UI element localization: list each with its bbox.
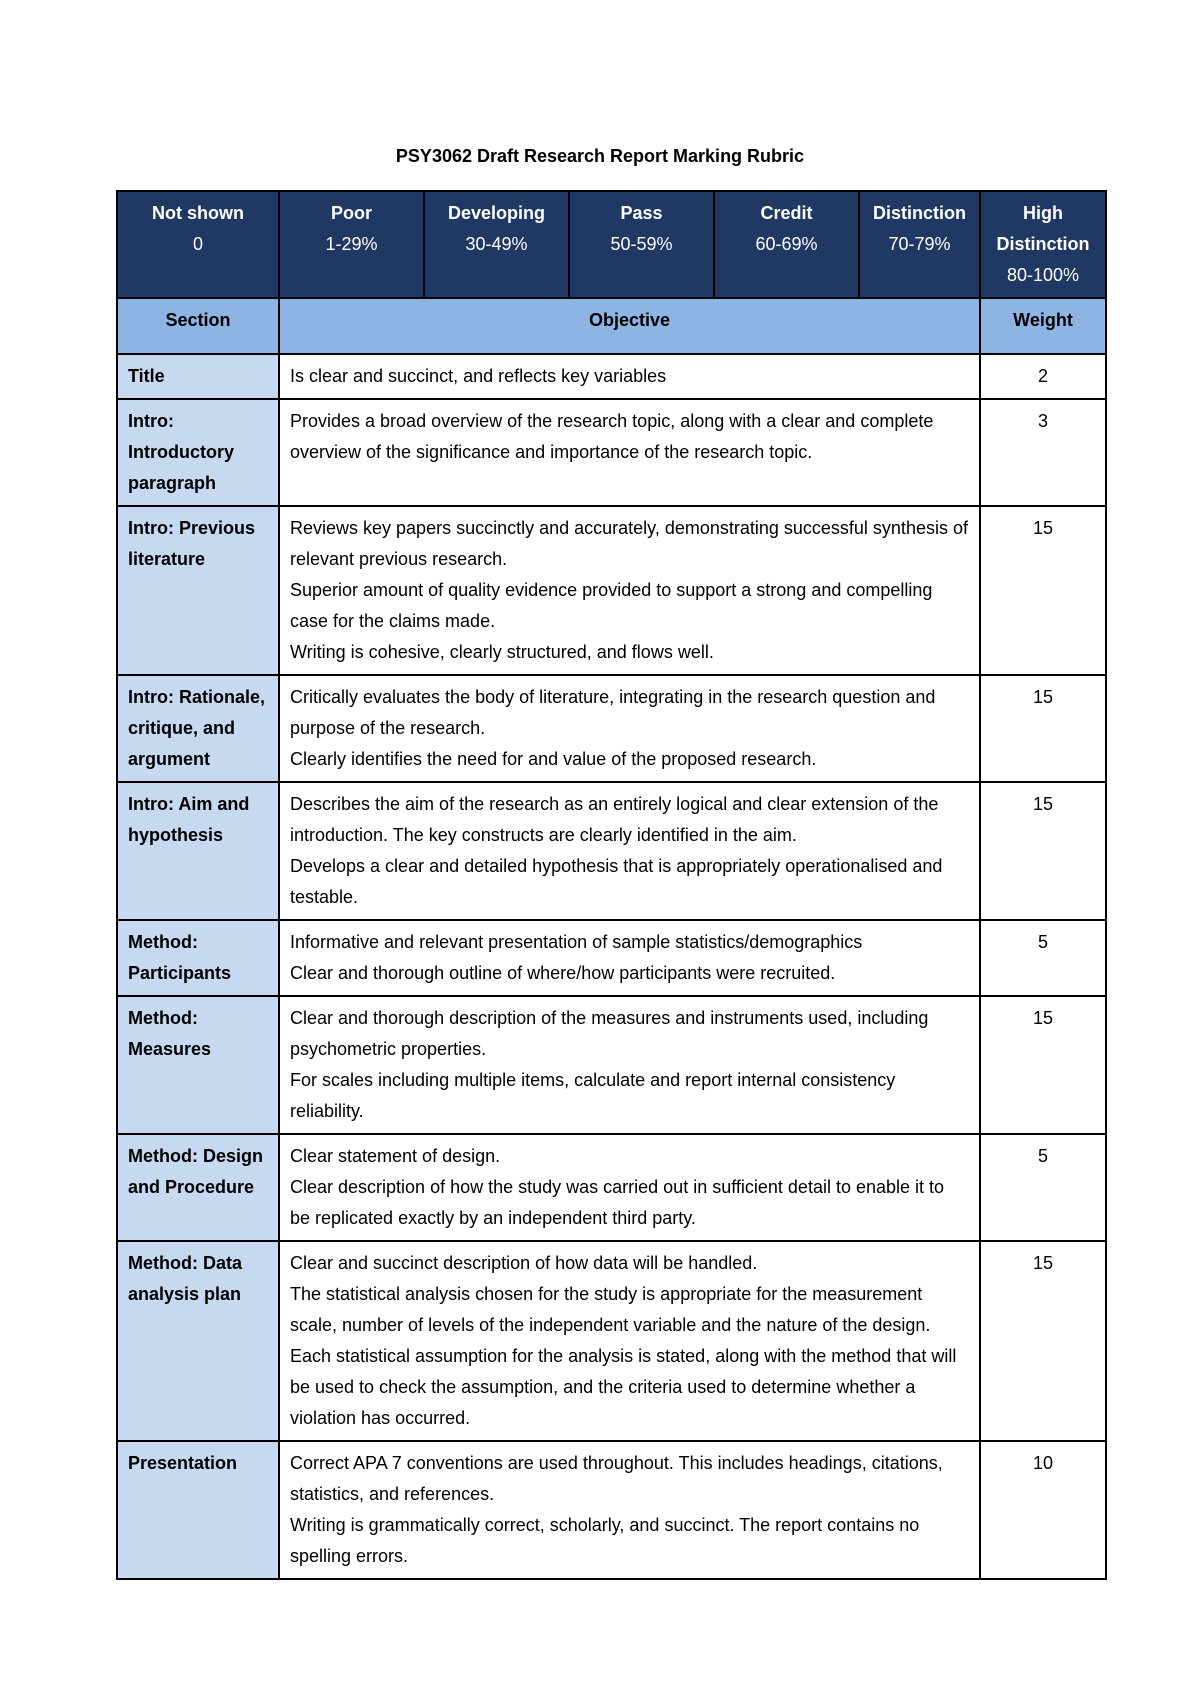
weight-header: Weight — [980, 298, 1106, 354]
objective-text: Critically evaluates the body of literature, integrating in the research question and purpose of the research. — [290, 687, 936, 738]
objective-cell — [279, 920, 980, 996]
grade-developing: Developing 30-49% — [424, 191, 569, 298]
objective-cell — [279, 354, 980, 399]
grade-not-shown: Not shown 0 — [117, 191, 279, 298]
weight-cell: 15 — [980, 675, 1106, 782]
weight-cell: 2 — [980, 354, 1106, 399]
weight-cell: 5 — [980, 920, 1106, 996]
objective-text: Clear and succinct description of how data will be handled. — [290, 1253, 758, 1273]
grade-distinction: Distinction 70-79% — [859, 191, 980, 298]
objective-cell — [279, 996, 980, 1134]
grade-band-row — [117, 191, 1106, 298]
rubric-row — [117, 399, 1106, 506]
rubric-row — [117, 506, 1106, 675]
column-header-row — [117, 298, 1106, 354]
rubric-row — [117, 354, 1106, 399]
objective-text: Informative and relevant presentation of sample statistics/demographics — [290, 932, 863, 952]
weight-cell: 15 — [980, 506, 1106, 675]
objective-cell — [279, 1134, 980, 1241]
objective-text: Is clear and succinct, and reflects key variables — [290, 366, 667, 386]
section-cell: Method: Data analysis plan — [117, 1241, 279, 1441]
weight-cell: 15 — [980, 782, 1106, 920]
objective-cell — [279, 675, 980, 782]
objective-text: Writing is cohesive, clearly structured, and flows well. — [290, 642, 714, 662]
objective-text: Superior amount of quality evidence provided to support a strong and compelling case for the claims made. — [290, 580, 933, 631]
rubric-row — [117, 675, 1106, 782]
objective-text: Develops a clear and detailed hypothesis that is appropriately operationalised and testable. — [290, 856, 943, 907]
objective-text: Describes the aim of the research as an entirely logical and clear extension of the introduction. The key constructs are clearly identified in the aim. — [290, 794, 939, 845]
section-cell: Intro: Introductory paragraph — [117, 399, 279, 506]
rubric-row — [117, 1134, 1106, 1241]
objective-text: Reviews key papers succinctly and accurately, demonstrating successful synthesis of relevant previous research. — [290, 518, 968, 569]
objective-cell — [279, 399, 980, 506]
objective-text: Clearly identifies the need for and value of the proposed research. — [290, 749, 817, 769]
objective-cell — [279, 782, 980, 920]
objective-text: Clear description of how the study was carried out in sufficient detail to enable it to be replicated exactly by an independent third party. — [290, 1177, 945, 1228]
objective-text: Clear and thorough outline of where/how participants were recruited. — [290, 963, 836, 983]
weight-cell: 10 — [980, 1441, 1106, 1579]
weight-cell: 5 — [980, 1134, 1106, 1241]
objective-text: Clear and thorough description of the measures and instruments used, including psychometric properties. — [290, 1008, 929, 1059]
objective-text: Provides a broad overview of the research topic, along with a clear and complete overview of the significance and importance of the research topic. — [290, 411, 934, 462]
page-title: PSY3062 Draft Research Report Marking Rubric — [395, 146, 805, 166]
objective-cell — [279, 1441, 980, 1579]
section-header: Section — [117, 298, 279, 354]
objective-cell — [279, 1241, 980, 1441]
section-cell: Method: Measures — [117, 996, 279, 1134]
marking-rubric-table — [116, 190, 1107, 1580]
objective-text: Correct APA 7 conventions are used throughout. This includes headings, citations, statistics, and references. — [290, 1453, 943, 1504]
objective-text: Each statistical assumption for the analysis is stated, along with the method that will be used to check the assumption, and the criteria used to determine whether a violation has occurred. — [290, 1346, 957, 1428]
rubric-row — [117, 920, 1106, 996]
rubric-row — [117, 1241, 1106, 1441]
objective-text: For scales including multiple items, calculate and report internal consistency reliability. — [290, 1070, 896, 1121]
rubric-row — [117, 996, 1106, 1134]
section-cell: Intro: Rationale, critique, and argument — [117, 675, 279, 782]
weight-cell: 15 — [980, 996, 1106, 1134]
section-cell: Presentation — [117, 1441, 279, 1579]
rubric-row — [117, 1441, 1106, 1579]
section-cell: Method: Design and Procedure — [117, 1134, 279, 1241]
grade-poor: Poor 1-29% — [279, 191, 424, 298]
grade-high-distinction: High Distinction 80-100% — [980, 191, 1106, 298]
section-cell: Intro: Previous literature — [117, 506, 279, 675]
objective-text: The statistical analysis chosen for the study is appropriate for the measurement scale, number of levels of the independent variable and the nature of the design. — [290, 1284, 931, 1335]
section-cell: Method: Participants — [117, 920, 279, 996]
section-cell: Title — [117, 354, 279, 399]
grade-pass: Pass 50-59% — [569, 191, 714, 298]
objective-text: Writing is grammatically correct, scholarly, and succinct. The report contains no spelling errors. — [290, 1515, 920, 1566]
weight-cell: 3 — [980, 399, 1106, 506]
weight-cell: 15 — [980, 1241, 1106, 1441]
section-cell: Intro: Aim and hypothesis — [117, 782, 279, 920]
rubric-row — [117, 782, 1106, 920]
objective-cell — [279, 506, 980, 675]
grade-credit: Credit 60-69% — [714, 191, 859, 298]
objective-text: Clear statement of design. — [290, 1146, 501, 1166]
objective-header: Objective — [279, 298, 980, 354]
